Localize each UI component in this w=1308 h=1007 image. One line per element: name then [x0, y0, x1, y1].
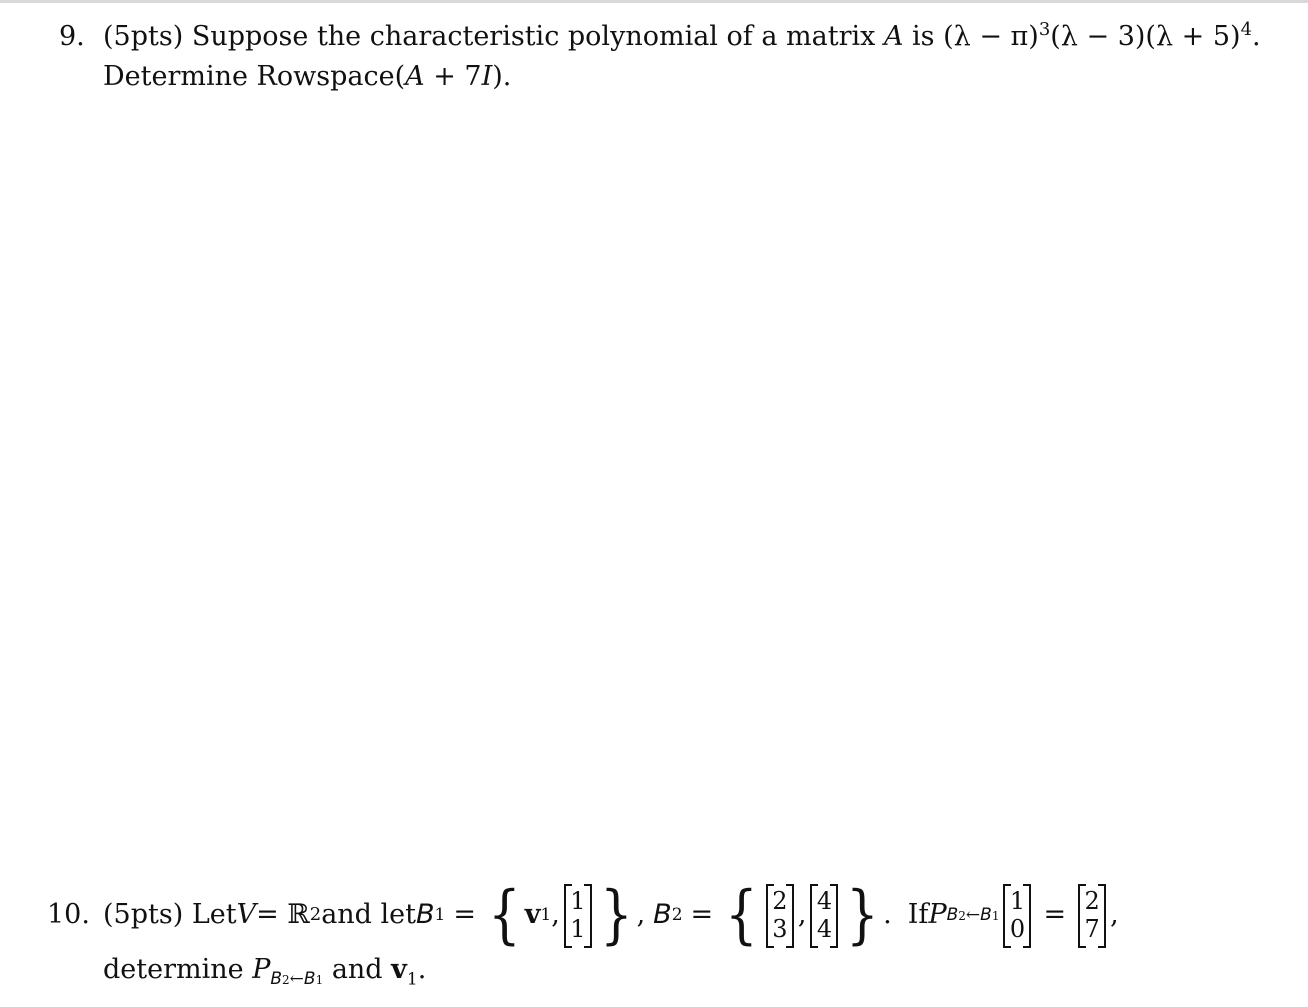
factor: (λ − π) — [943, 21, 1039, 52]
factor: (λ − 3)(λ + 5) — [1050, 21, 1241, 52]
matrix-entry: 2 — [1084, 887, 1100, 915]
left-brace: { — [725, 878, 758, 952]
column-vector — [1003, 884, 1031, 946]
basis-symbol: B — [416, 899, 435, 930]
matrix-entry: 7 — [1084, 915, 1100, 943]
text: . — [1252, 21, 1261, 52]
exponent: 4 — [1240, 19, 1253, 40]
left-brace: { — [488, 878, 521, 952]
problem-number: 10. — [47, 899, 90, 930]
basis-symbol: B — [980, 904, 992, 925]
matrix-entry: 0 — [1009, 915, 1026, 943]
column-vector — [564, 884, 592, 946]
text: and let — [321, 899, 417, 930]
matrix-entry: 4 — [816, 887, 833, 915]
change-of-basis-symbol: P — [928, 899, 947, 930]
basis-symbol: B — [946, 904, 959, 925]
matrix-entry: 1 — [1009, 887, 1026, 915]
subscript: 2 — [282, 973, 290, 988]
problem-10-line-1: (5pts) Let V = ℝ 2 and let B 1 = { v 1 , 1 1 } , B 2 = { 2 3 , 4 4 } . If P B2←B1 1 0 = 2 7 , — [103, 878, 1119, 952]
equals-sign: = — [453, 899, 476, 930]
text: and — [323, 954, 392, 985]
text: . — [417, 954, 427, 985]
vector-symbol: v — [391, 954, 407, 985]
page-top-border — [0, 0, 1308, 3]
equals-sign: = — [690, 899, 714, 930]
matrix-symbol: A — [883, 21, 904, 52]
arrow: ← — [965, 904, 981, 925]
identity-symbol: I — [481, 61, 493, 92]
vector-symbol: v — [524, 899, 541, 930]
text: (5pts) Suppose the characteristic polynomial of a matrix — [103, 21, 884, 52]
column-vector — [810, 884, 838, 946]
text: + 7 — [424, 61, 482, 92]
text: (5pts) Let — [103, 899, 237, 930]
problem-10-number — [47, 895, 90, 935]
column-vector — [1078, 884, 1106, 946]
problem-9-line-2 — [103, 57, 511, 97]
basis-symbol: B — [270, 969, 283, 990]
arrow: ← — [289, 969, 304, 990]
right-brace: } — [846, 878, 880, 952]
text: = ℝ — [256, 899, 310, 930]
problem-10-line-2 — [103, 950, 426, 990]
matrix-entry: 1 — [570, 915, 586, 943]
subscript: 1 — [315, 973, 324, 988]
basis-symbol: B — [303, 969, 316, 990]
matrix-entry: 3 — [772, 915, 788, 943]
column-vector — [766, 884, 794, 946]
exponent: 3 — [1038, 19, 1051, 40]
matrix-symbol: A — [405, 61, 425, 92]
right-brace: } — [599, 878, 633, 952]
text: , — [636, 899, 646, 930]
vector-space-symbol: V — [236, 899, 257, 930]
text: , — [797, 899, 807, 930]
problem-number: 9. — [59, 21, 85, 52]
text: Determine Rowspace( — [103, 61, 406, 92]
problem-9-number — [59, 17, 85, 57]
text: is — [903, 21, 944, 52]
subscript: 1 — [991, 908, 1000, 923]
subscript: 1 — [406, 969, 418, 990]
basis-symbol: B — [653, 899, 672, 930]
text: If — [907, 899, 929, 930]
matrix-entry: 4 — [816, 915, 833, 943]
text: , — [551, 899, 560, 930]
matrix-entry: 1 — [570, 887, 586, 915]
text: , — [1110, 899, 1119, 930]
problem-9-line-1 — [103, 17, 1261, 57]
text: determine — [103, 954, 253, 985]
text: ). — [492, 61, 512, 92]
matrix-entry: 2 — [772, 887, 788, 915]
equals-sign: = — [1043, 899, 1067, 930]
subscript: 2 — [958, 908, 966, 923]
text: . — [883, 899, 892, 930]
change-of-basis-symbol: P — [252, 954, 271, 985]
